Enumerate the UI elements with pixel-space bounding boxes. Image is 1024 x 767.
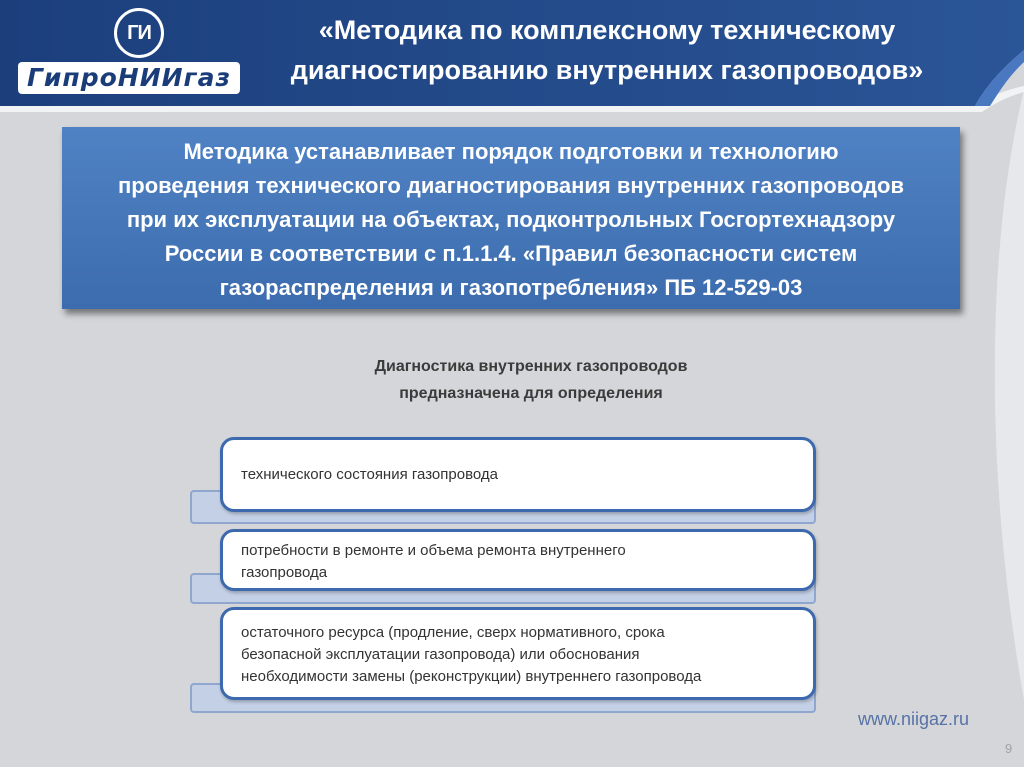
list-item-line: газопровода — [241, 564, 328, 581]
description-line: проведения технического диагностирования внутренних газопроводов — [117, 173, 905, 198]
list-item — [220, 607, 816, 700]
description-line: при их эксплуатации на объектах, подконтрольных Госгортехнадзору — [126, 207, 896, 232]
subtitle-line1: Диагностика внутренних газопроводов — [374, 358, 688, 375]
description-box — [62, 127, 960, 309]
list-item-text — [241, 540, 799, 584]
description-line: газораспределения и газопотребления» ПБ 12-529-03 — [219, 275, 803, 300]
slide-title-line1: «Методика по комплексному техническому — [318, 15, 896, 45]
subtitle-line2: предназначена для определения — [399, 385, 663, 402]
list-item-line: технического состояния газопровода — [241, 466, 498, 483]
description-text — [82, 135, 940, 305]
list-item — [220, 529, 816, 591]
list-item-line: потребности в ремонте и объема ремонта внутреннего — [241, 542, 626, 559]
logo-emblem: ГИ — [114, 8, 164, 58]
list-item — [220, 437, 816, 512]
company-logo — [18, 4, 244, 100]
logo-wordmark: ГипроНИИгаз — [18, 62, 240, 94]
page-number: 9 — [1005, 741, 1013, 756]
description-line: России в соответствии с п.1.1.4. «Правил безопасности систем — [164, 241, 858, 266]
section-subtitle — [300, 353, 762, 407]
list-item-line: необходимости замены (реконструкции) внутреннего газопровода — [241, 668, 702, 685]
list-item-text — [241, 464, 799, 486]
description-line: Методика устанавливает порядок подготовки и технологию — [183, 139, 839, 164]
list-item-line: безопасной эксплуатации газопровода) или обоснования — [241, 646, 640, 663]
website-url: www.niigaz.ru — [858, 709, 970, 729]
slide-title — [262, 10, 952, 90]
list-item-text — [241, 622, 799, 688]
list-item-line: остаточного ресурса (продление, сверх нормативного, срока — [241, 624, 665, 641]
slide-title-line2: диагностированию внутренних газопроводов» — [290, 55, 924, 85]
